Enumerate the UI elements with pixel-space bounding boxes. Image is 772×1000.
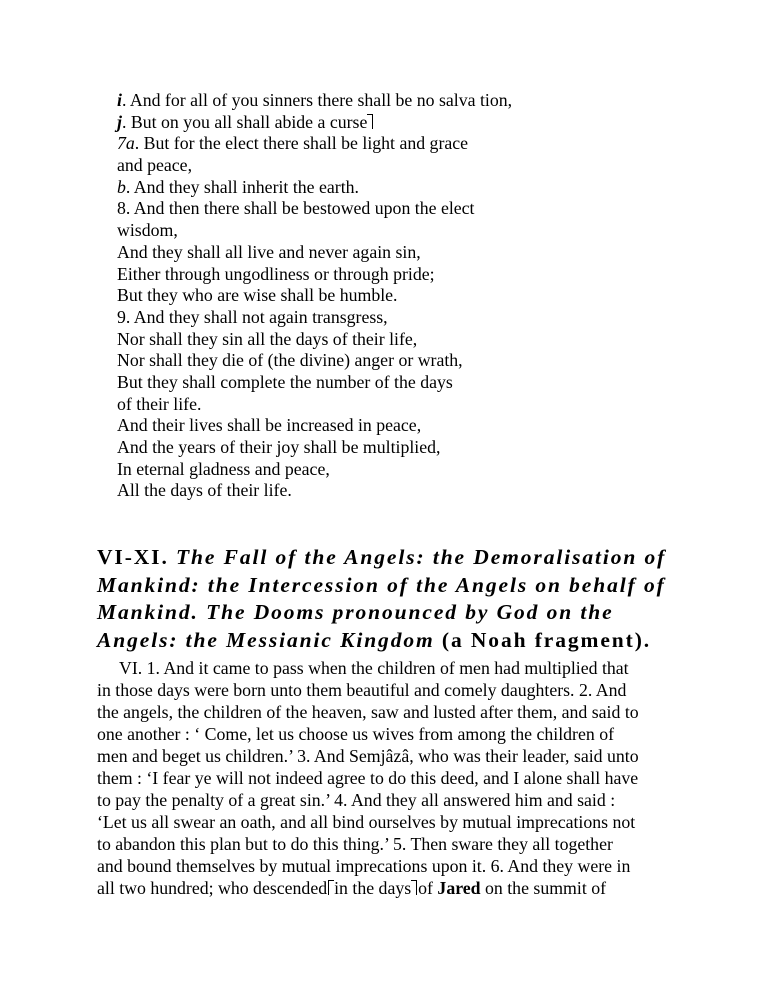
- verse-line: And the years of their joy shall be multiplied,: [117, 437, 441, 457]
- prose-text: on the summit of: [480, 878, 607, 898]
- verse-letter: j: [117, 111, 122, 132]
- verse-line: But they who are wise shall be humble.: [117, 285, 398, 306]
- section-numeral: VI-XI.: [97, 545, 169, 569]
- verse-line: [117, 177, 677, 199]
- heading-line: [97, 627, 747, 655]
- heading-line: Mankind: the Intercession of the Angels on behalf of: [97, 572, 666, 597]
- prose-text: all two hundred; who descended: [97, 878, 328, 898]
- verse-line: All the days of their life.: [117, 480, 292, 501]
- proper-name: Jared: [437, 878, 481, 898]
- verse-letter: 7a: [117, 133, 135, 154]
- verse-line: and peace,: [117, 155, 193, 176]
- prose-line: in those days were born unto them beautiful and comely daughters. 2. And: [97, 680, 627, 700]
- verse-line: But they shall complete the number of the days: [117, 371, 453, 392]
- prose-line: them : ‘I fear ye will not indeed agree to do this deed, and I alone shall have: [97, 768, 639, 788]
- prose-line: the angels, the children of the heaven, saw and lusted after them, and said to: [97, 702, 639, 722]
- verse-line: 8. And then there shall be bestowed upon the elect: [117, 198, 475, 219]
- prose-line: [97, 877, 672, 899]
- open-bracket-icon: [327, 880, 334, 895]
- verse-line: Either through ungodliness or through pride;: [117, 263, 435, 284]
- prose-line: one another : ‘ Come, let us choose us wives from among the children of: [97, 724, 615, 744]
- verse-line: of their life.: [117, 393, 202, 414]
- verse-line: wisdom,: [117, 220, 178, 241]
- prose-line: ‘Let us all swear an oath, and all bind ourselves by mutual imprecations not: [97, 812, 636, 832]
- prose-line: men and beget us children.’ 3. And Semjâzâ, who was their leader, said unto: [97, 746, 639, 766]
- verse-text: . And for all of you sinners there shall be no salva tion,: [121, 90, 513, 110]
- verse-letter: b: [117, 176, 126, 197]
- prose-line: to pay the penalty of a great sin.’ 4. And they all answered him and said :: [97, 790, 616, 810]
- verse-line: And they shall all live and never again sin,: [117, 241, 421, 262]
- prose-line: VI. 1. And it came to pass when the children of men had multiplied that: [119, 658, 629, 678]
- heading-note: (a Noah fragment).: [434, 627, 652, 652]
- verse-line: And their lives shall be increased in peace,: [117, 415, 422, 436]
- verse-line: 9. And they shall not again transgress,: [117, 306, 388, 327]
- verse-line: In eternal gladness and peace,: [117, 458, 330, 479]
- close-bracket-icon: [411, 880, 418, 895]
- verse-letter: i: [117, 90, 122, 110]
- verse-line: [117, 133, 677, 155]
- heading-text: The Fall of the Angels: the Demoralisation of: [168, 545, 667, 569]
- heading-text: Angels: the Messianic Kingdom: [97, 627, 435, 652]
- verse-line: Nor shall they sin all the days of their life,: [117, 328, 418, 349]
- prose-text: of: [418, 878, 433, 898]
- prose-text: in the days: [334, 878, 412, 898]
- verse-block: [117, 90, 677, 502]
- section-heading: [97, 544, 747, 654]
- prose-line: and bound themselves by mutual imprecations upon it. 6. And they were in: [97, 856, 631, 876]
- heading-line: Mankind. The Dooms pronounced by God on the: [97, 600, 614, 624]
- prose-paragraph: [97, 657, 672, 899]
- verse-text: . But on you all shall abide a curse: [121, 111, 368, 132]
- verse-line: Nor shall they die of (the divine) anger or wrath,: [117, 350, 463, 371]
- heading-line: [97, 544, 747, 572]
- prose-line: to abandon this plan but to do this thing.’ 5. Then sware they all together: [97, 834, 613, 854]
- verse-line: [117, 90, 677, 112]
- verse-line: [117, 112, 677, 134]
- close-bracket-icon: [367, 114, 374, 129]
- verse-text: . But for the elect there shall be light and grace: [134, 133, 469, 154]
- verse-text: . And they shall inherit the earth.: [125, 176, 359, 197]
